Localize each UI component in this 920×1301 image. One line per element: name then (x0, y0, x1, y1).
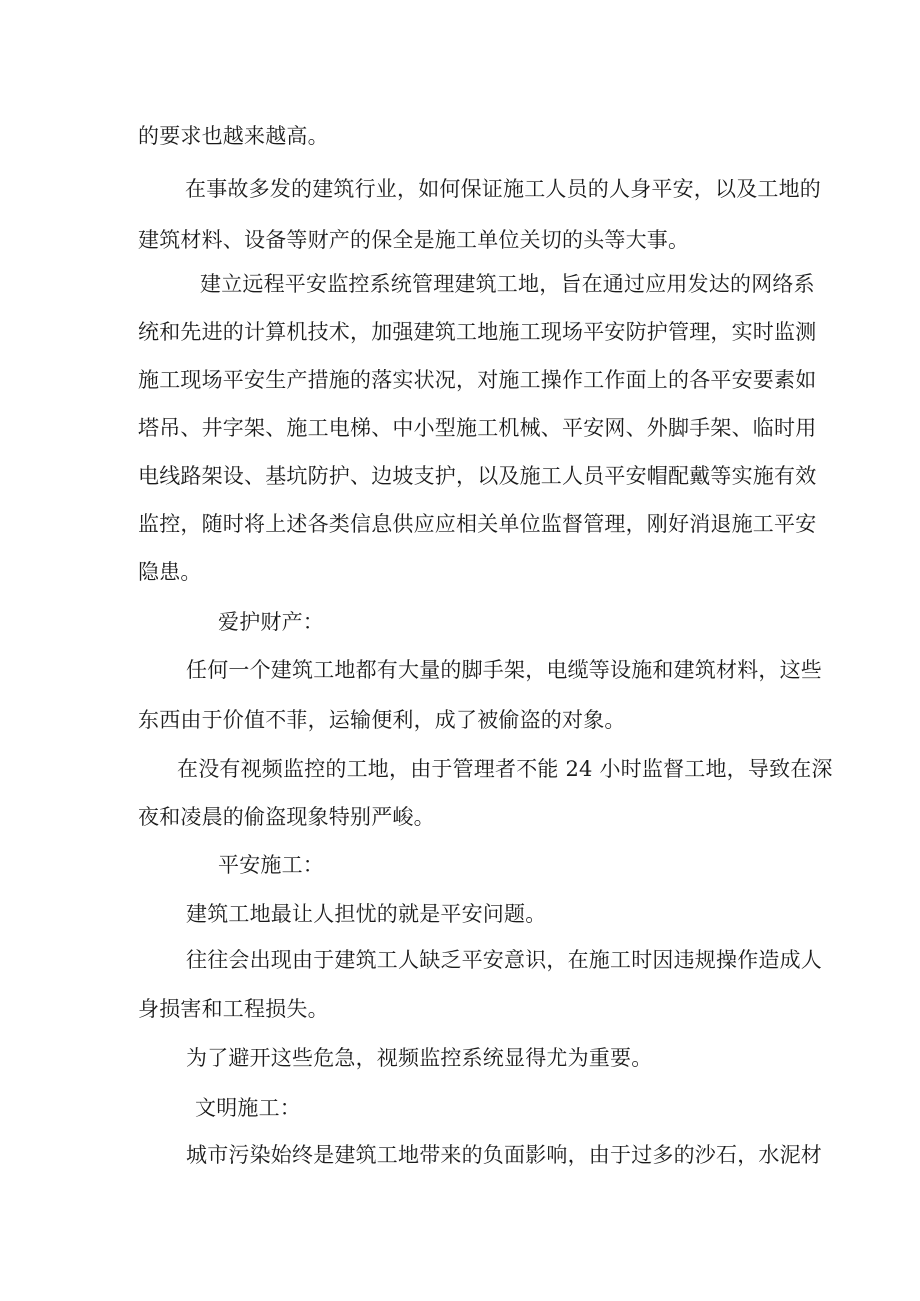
paragraph-line: 往往会出现由于建筑工人缺乏平安意识，在施工时因违规操作造成人 (186, 948, 822, 972)
paragraph-line: 监控，随时将上述各类信息供应应相关单位监督管理，刚好消退施工平安 (138, 512, 817, 536)
paragraph-line: 城市污染始终是建筑工地带来的负面影响，由于过多的沙石，水泥材 (186, 1143, 822, 1167)
paragraph-line: 建筑材料、设备等财产的保全是施工单位关切的头等大事。 (138, 228, 690, 252)
section-heading: 爱护财产： (218, 610, 324, 634)
paragraph-line: 在没有视频监控的工地，由于管理者不能 24 小时监督工地，导致在深 (177, 757, 833, 781)
paragraph-line: 统和先进的计算机技术，加强建筑工地施工现场平安防护管理，实时监测 (138, 320, 817, 344)
section-heading: 文明施工： (195, 1096, 301, 1120)
paragraph-line: 施工现场平安生产措施的落实状况，对施工操作工作面上的各平安要素如 (138, 368, 817, 392)
paragraph-line: 夜和凌晨的偷盗现象特别严峻。 (138, 805, 435, 829)
section-heading: 平安施工： (218, 853, 324, 877)
paragraph-line: 塔吊、井字架、施工电梯、中小型施工机械、平安网、外脚手架、临时用 (138, 416, 817, 440)
paragraph-line: 任何一个建筑工地都有大量的脚手架，电缆等设施和建筑材料，这些 (186, 658, 822, 682)
paragraph-line: 建筑工地最让人担忧的就是平安问题。 (186, 902, 547, 926)
paragraph-line: 东西由于价值不菲，运输便利，成了被偷盗的对象。 (138, 708, 626, 732)
paragraph-line: 在事故多发的建筑行业，如何保证施工人员的人身平安，以及工地的 (185, 177, 821, 201)
paragraph-line: 电线路架设、基坑防护、边坡支护，以及施工人员平安帽配戴等实施有效 (138, 464, 817, 488)
paragraph-line: 建立远程平安监控系统管理建筑工地，旨在通过应用发达的网络系 (200, 272, 815, 296)
paragraph-line: 身损害和工程损失。 (138, 997, 329, 1021)
paragraph-line: 隐患。 (138, 560, 202, 584)
text-line: 的要求也越来越高。 (138, 124, 329, 148)
paragraph-line: 为了避开这些危急，视频监控系统显得尤为重要。 (186, 1046, 653, 1070)
